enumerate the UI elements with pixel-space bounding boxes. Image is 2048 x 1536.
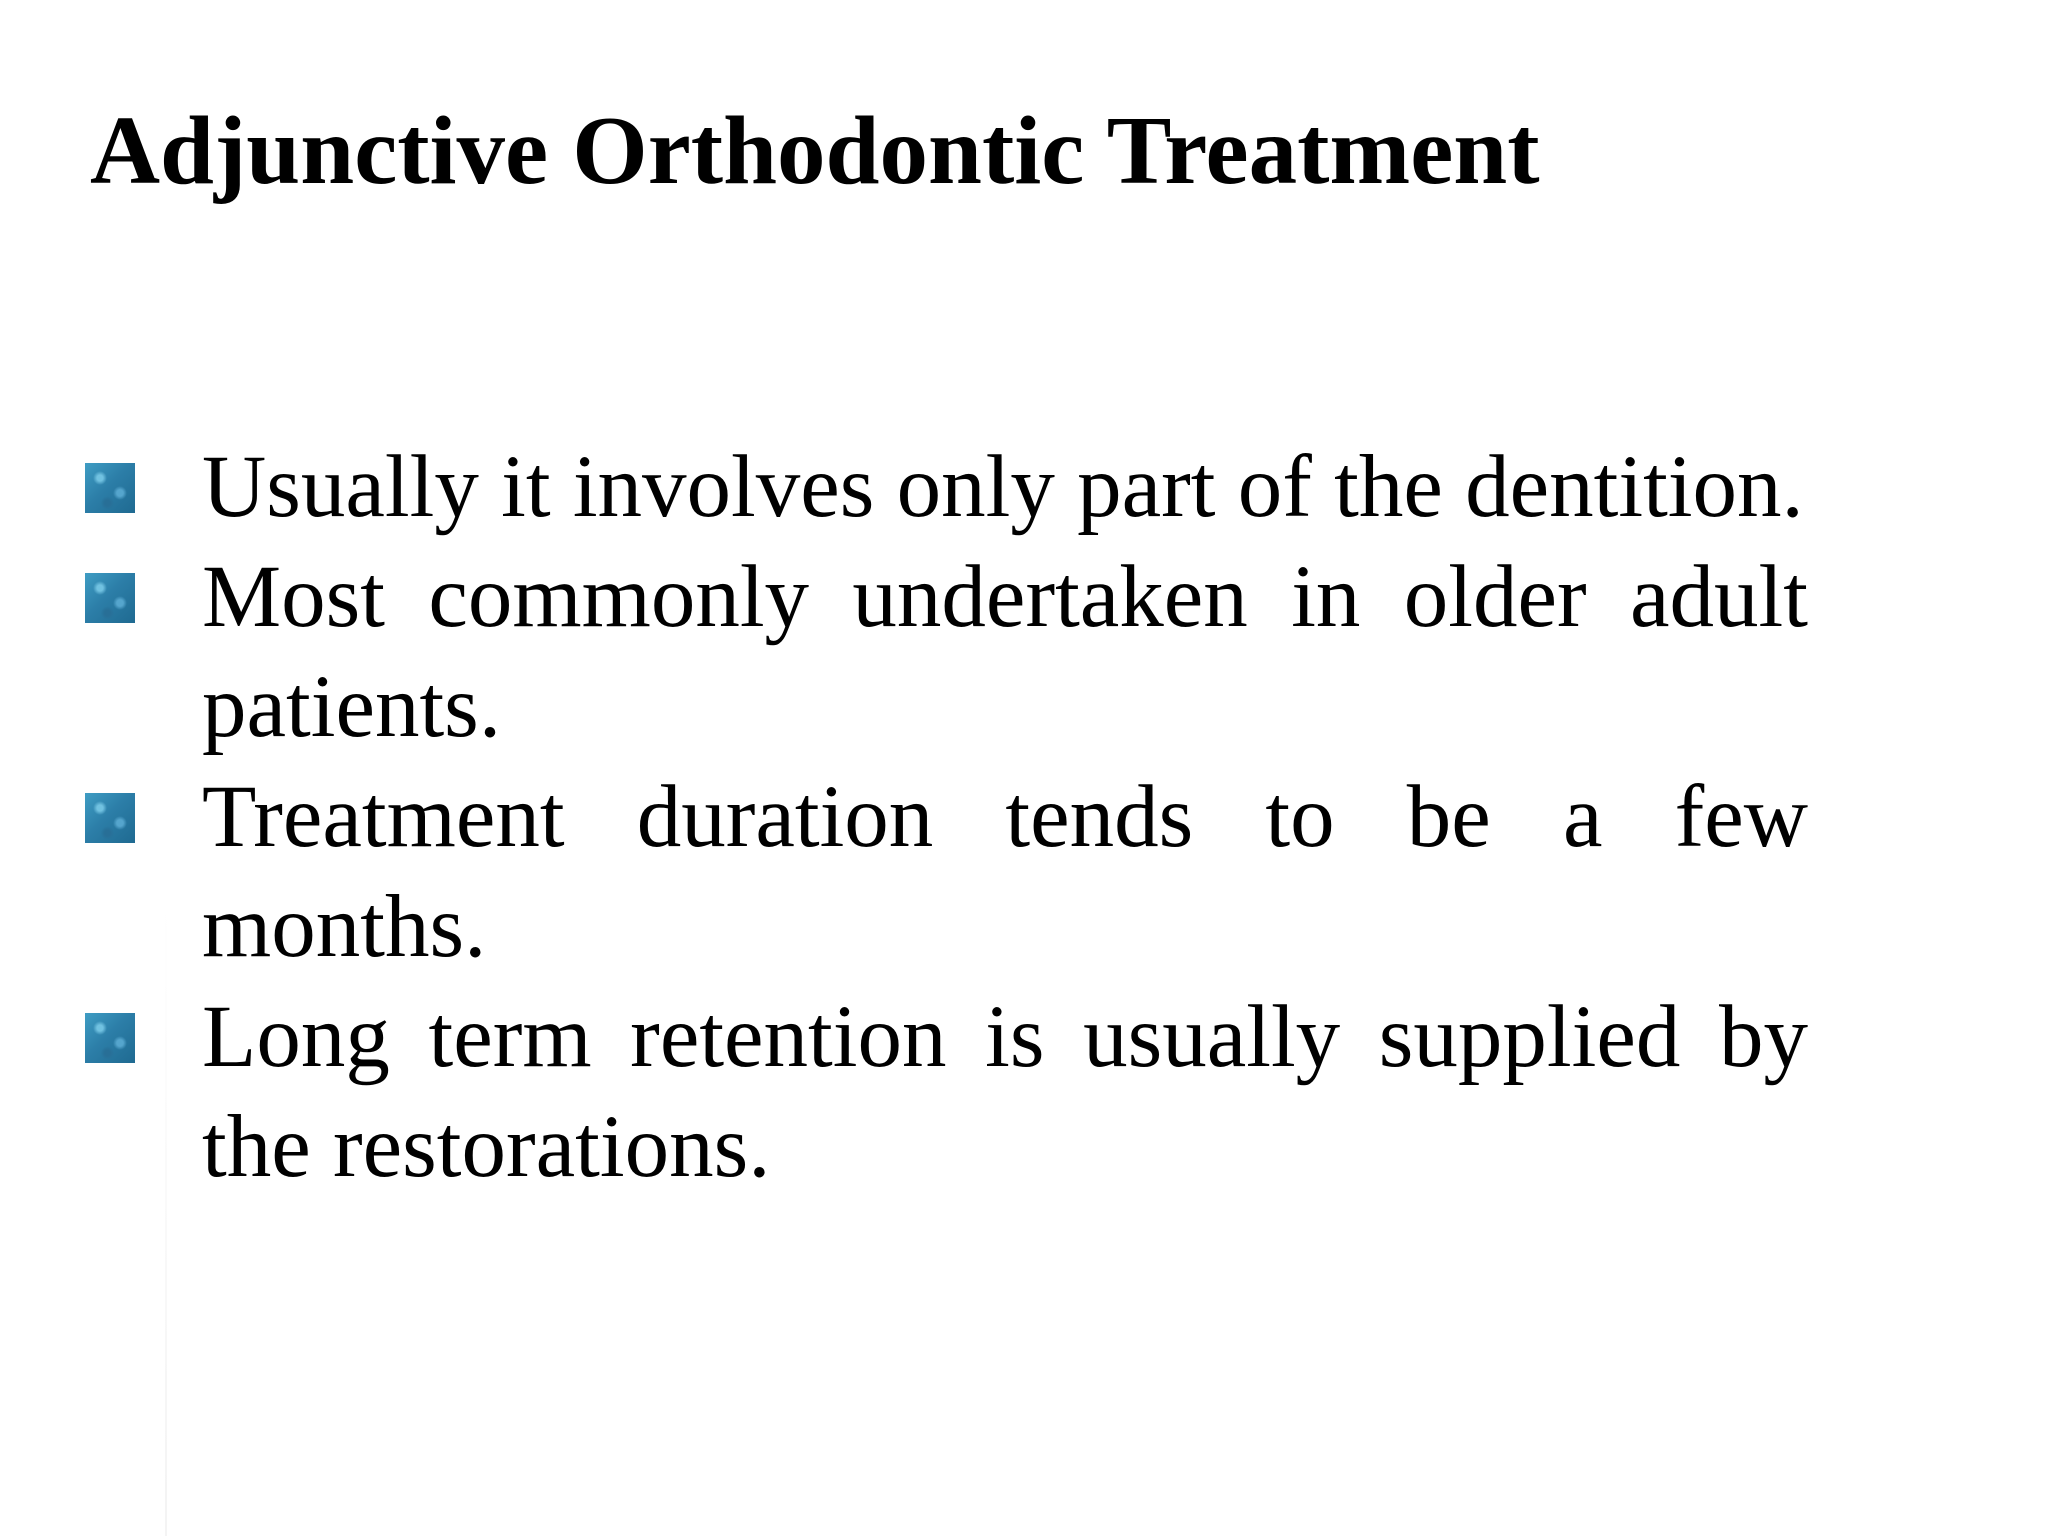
square-bullet-icon <box>85 793 135 843</box>
bullet-text: Usually it involves only part of the dentition. <box>202 438 1804 536</box>
list-item <box>202 432 1808 542</box>
square-bullet-icon <box>85 1013 135 1063</box>
list-item <box>202 762 1808 982</box>
list-item <box>202 542 1808 762</box>
slide-title: Adjunctive Orthodontic Treatment <box>90 97 1540 204</box>
bullet-text: Treatment duration tends to be a few months. <box>202 768 1808 976</box>
square-bullet-icon <box>85 573 135 623</box>
bullet-list <box>0 432 1808 1202</box>
bullet-text: Most commonly undertaken in older adult patients. <box>202 548 1808 756</box>
bullet-text: Long term retention is usually supplied by the restorations. <box>202 988 1808 1196</box>
square-bullet-icon <box>85 463 135 513</box>
list-item <box>202 982 1808 1202</box>
